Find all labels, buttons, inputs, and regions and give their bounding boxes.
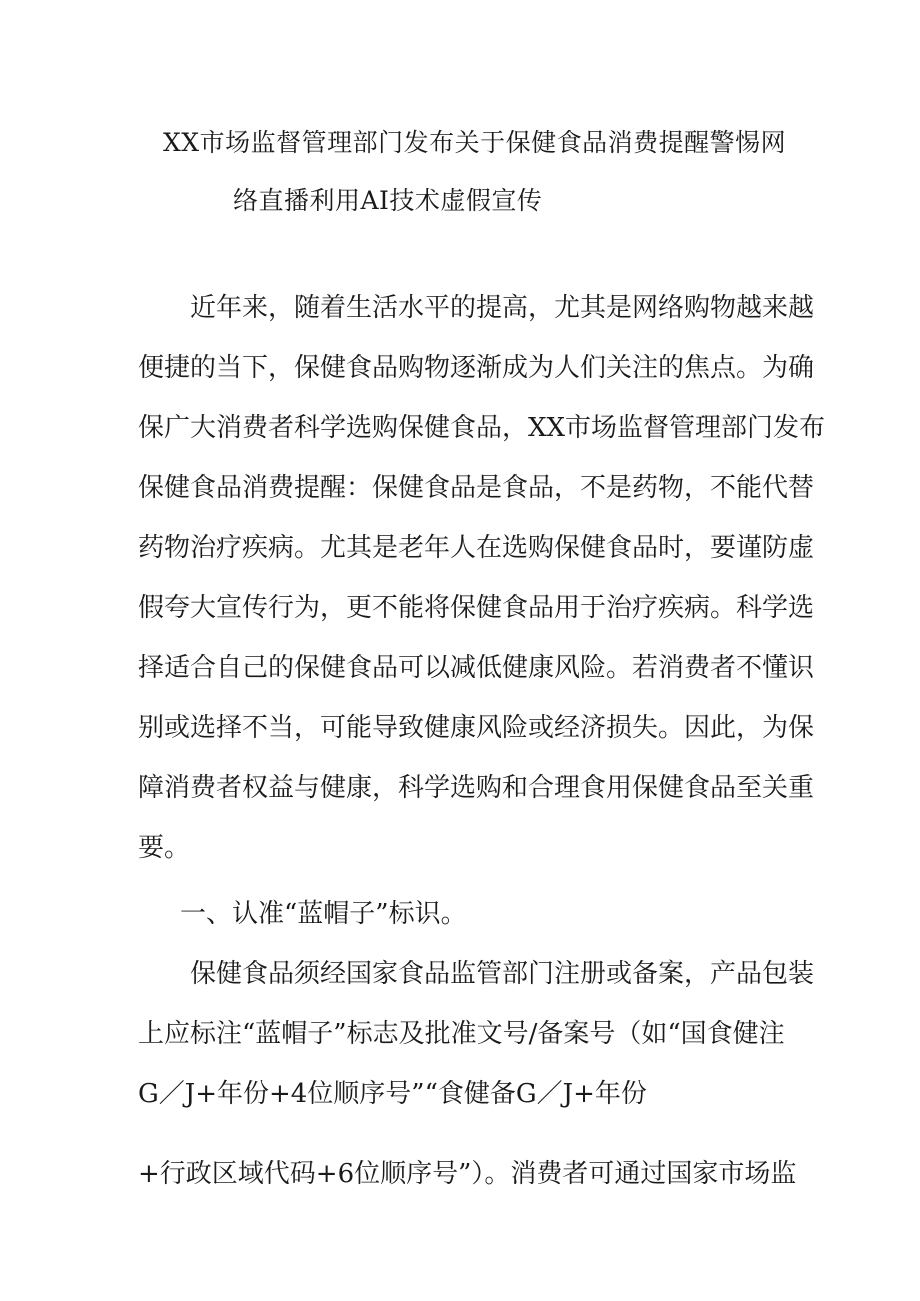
- paragraph-1-line-2: 便捷的当下，保健食品购物逐渐成为人们关注的焦点。为确: [138, 353, 815, 383]
- paragraph-2-line-4: +行政区域代码+6位顺序号”）。消费者可通过国家市场监: [138, 1159, 797, 1189]
- paragraph-1-line-6: 假夸大宣传行为，更不能将保健食品用于治疗疾病。科学选: [138, 593, 815, 623]
- paragraph-1-line-1: 近年来，随着生活水平的提高，尤其是网络购物越来越: [190, 293, 815, 323]
- paragraph-1-line-8: 别或选择不当，可能导致健康风险或经济损失。因此，为保: [138, 713, 815, 743]
- paragraph-1-line-5: 药物治疗疾病。尤其是老年人在选购保健食品时，要谨防虚: [138, 533, 815, 563]
- document-title-line-2: 络直播利用AI技术虚假宣传: [233, 186, 543, 215]
- paragraph-1-line-9: 障消费者权益与健康，科学选购和合理食用保健食品至关重: [138, 773, 815, 803]
- paragraph-1-line-10: 要。: [138, 833, 191, 863]
- paragraph-1-line-4: 保健食品消费提醒：保健食品是食品，不是药物，不能代替: [138, 473, 815, 503]
- paragraph-1-line-3: 保广大消费者科学选购保健食品，XX市场监督管理部门发布: [138, 413, 826, 443]
- section-1-heading: 一、认准“蓝帽子”标识。: [180, 899, 467, 929]
- paragraph-1-line-7: 择适合自己的保健食品可以减低健康风险。若消费者不懂识: [138, 653, 815, 683]
- paragraph-2-line-1: 保健食品须经国家食品监管部门注册或备案，产品包装: [190, 959, 815, 989]
- paragraph-2-line-2: 上应标注“蓝帽子”标志及批准文号/备案号（如“国食健注: [138, 1019, 785, 1049]
- paragraph-2-line-3: G／J+年份+4位顺序号”“食健备G／J+年份: [138, 1079, 647, 1109]
- document-title-line-1: XX市场监督管理部门发布关于保健食品消费提醒警惕网: [163, 128, 787, 157]
